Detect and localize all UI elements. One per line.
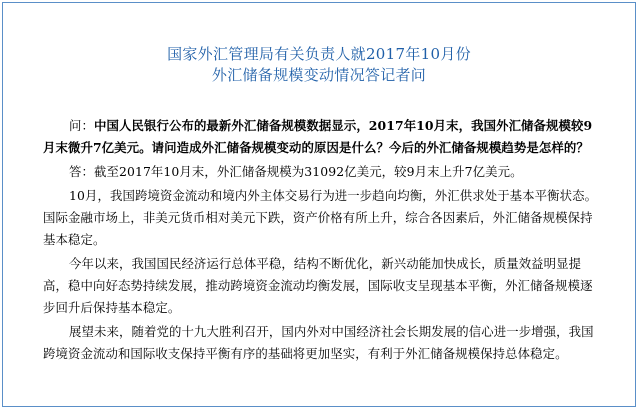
question-label: 问： [69,118,95,133]
answer-paragraph [43,161,603,183]
article-frame [2,2,636,407]
answer-label: 答： [69,164,95,179]
body-paragraph-3: 展望未来，随着党的十九大胜利召开，国内外对中国经济社会长期发展的信心进一步增强，我国跨境资金流动和国际收支保持平衡有序的基础将更加坚实，有利于外汇储备规模保持总体稳定。 [43,324,594,361]
question-paragraph [43,115,603,159]
body-paragraph-1: 10月，我国跨境资金流动和境内外主体交易行为进一步趋向均衡，外汇供求处于基本平衡状态。国际金融市场上，非美元货币相对美元下跌，资产价格有所上升，综合各因素后，外汇储备规模保持基本稳定。 [43,188,598,247]
article-body [43,115,603,367]
body-paragraph-2: 今年以来，我国国民经济运行总体平稳，结构不断优化，新兴动能加快成长，质量效益明显提高，稳中向好态势持续发展，推动跨境资金流动均衡发展，国际收支呈现基本平衡，外汇储备规模逐步回升后保持基本稳定。 [43,256,593,315]
answer-text: 截至2017年10月末，外汇储备规模为31092亿美元，较9月末上升7亿美元。 [94,164,523,179]
article-title-line-2: 外汇储备规模变动情况答记者问 [211,66,427,84]
article-title-line-1: 国家外汇管理局有关负责人就2017年10月份 [167,45,471,63]
question-text: 中国人民银行公布的最新外汇储备规模数据显示，2017年10月末，我国外汇储备规模较9月末微升7亿美元。请问造成外汇储备规模变动的原因是什么？今后的外汇储备规模趋势是怎样的？ [43,118,593,155]
